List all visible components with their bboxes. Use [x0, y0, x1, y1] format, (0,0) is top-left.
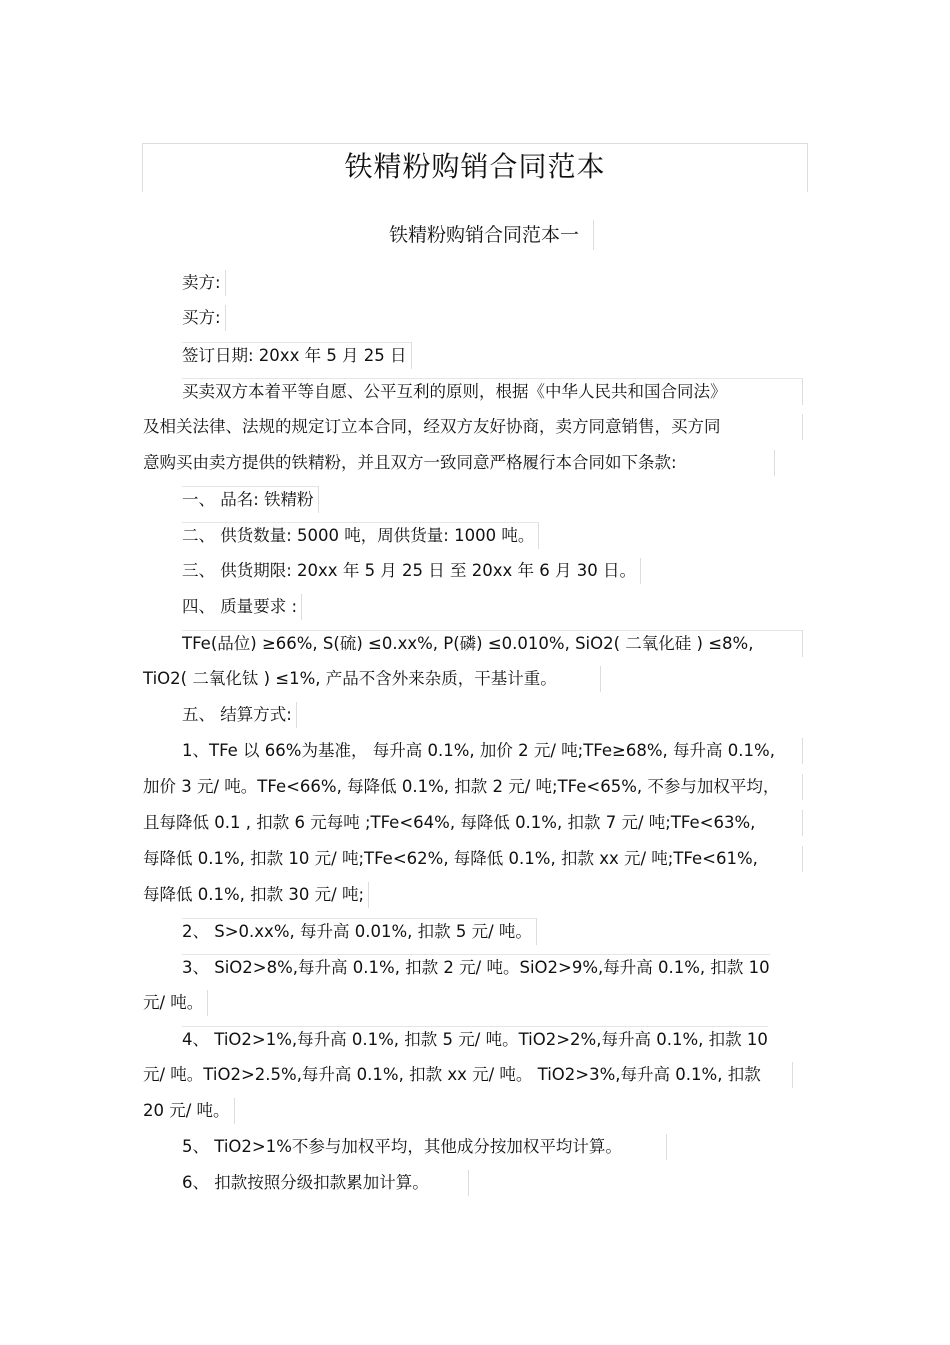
clause-product-name: 一、 品名: 铁精粉 — [182, 486, 319, 513]
clause-supply-quantity: 二、 供货数量: 5000 吨，周供货量: 1000 吨。 — [182, 522, 539, 549]
settlement-heading: 五、 结算方式: — [182, 702, 297, 728]
document-title: 铁精粉购销合同范本 — [344, 150, 606, 183]
buyer-line: 买方: — [182, 305, 226, 331]
preamble-line: 买卖双方本着平等自愿、公平互利的原则，根据《中华人民共和国合同法》 — [182, 378, 803, 405]
quality-line: TiO2( 二氧化钛 ) ≤1%, 产品不含外来杂质，干基计重。 — [143, 666, 601, 692]
settlement-item-2-line: 2、 S>0.xx%, 每升高 0.01%, 扣款 5 元/ 吨。 — [182, 918, 537, 945]
clause-supply-period: 三、 供货期限: 20xx 年 5 月 25 日 至 20xx 年 6 月 30 日。 — [182, 558, 641, 584]
clause-quality-heading: 四、 质量要求 : — [182, 594, 302, 620]
seller-line: 卖方: — [182, 270, 226, 296]
settlement-item-1-line: 1、TFe 以 66%为基准， 每升高 0.1%, 加价 2 元/ 吨;TFe≥68%, 每升高 0.1%, — [182, 738, 803, 764]
settlement-item-5-line: 5、 TiO2>1%不参与加权平均，其他成分按加权平均计算。 — [182, 1134, 667, 1160]
settlement-item-4-line: 4、 TiO2>1%,每升高 0.1%, 扣款 5 元/ 吨。TiO2>2%,每升高 0.1%, 扣款 10 — [182, 1026, 768, 1053]
document-subtitle: 铁精粉购销合同范本一 — [389, 220, 594, 250]
preamble-line: 及相关法律、法规的规定订立本合同，经双方友好协商，卖方同意销售，买方同 — [143, 414, 803, 440]
settlement-item-1-line: 且每降低 0.1 , 扣款 6 元每吨 ;TFe<64%, 每降低 0.1%, 扣款 7 元/ 吨;TFe<63%, — [143, 810, 803, 836]
settlement-item-4-line: 20 元/ 吨。 — [143, 1098, 235, 1124]
settlement-item-3-line: 3、 SiO2>8%,每升高 0.1%, 扣款 2 元/ 吨。SiO2>9%,每升高 0.1%, 扣款 10 — [182, 954, 770, 981]
preamble-line: 意购买由卖方提供的铁精粉，并且双方一致同意严格履行本合同如下条款: — [143, 450, 775, 476]
signing-date-line: 签订日期: 20xx 年 5 月 25 日 — [182, 342, 412, 369]
settlement-item-3-line: 元/ 吨。 — [143, 990, 208, 1016]
settlement-item-1-line: 每降低 0.1%, 扣款 30 元/ 吨; — [143, 882, 369, 908]
settlement-item-4-line: 元/ 吨。TiO2>2.5%,每升高 0.1%, 扣款 xx 元/ 吨。 TiO2>3%,每升高 0.1%, 扣款 — [143, 1062, 793, 1088]
settlement-item-1-line: 每降低 0.1%, 扣款 10 元/ 吨;TFe<62%, 每降低 0.1%, 扣款 xx 元/ 吨;TFe<61%, — [143, 846, 803, 872]
settlement-item-6-line: 6、 扣款按照分级扣款累加计算。 — [182, 1170, 469, 1196]
quality-line: TFe(品位) ≥66%, S(硫) ≤0.xx%, P(磷) ≤0.010%, SiO2( 二氧化硅 ) ≤8%, — [182, 630, 803, 657]
settlement-item-1-line: 加价 3 元/ 吨。TFe<66%, 每降低 0.1%, 扣款 2 元/ 吨;TFe<65%, 不参与加权平均， — [143, 774, 803, 800]
